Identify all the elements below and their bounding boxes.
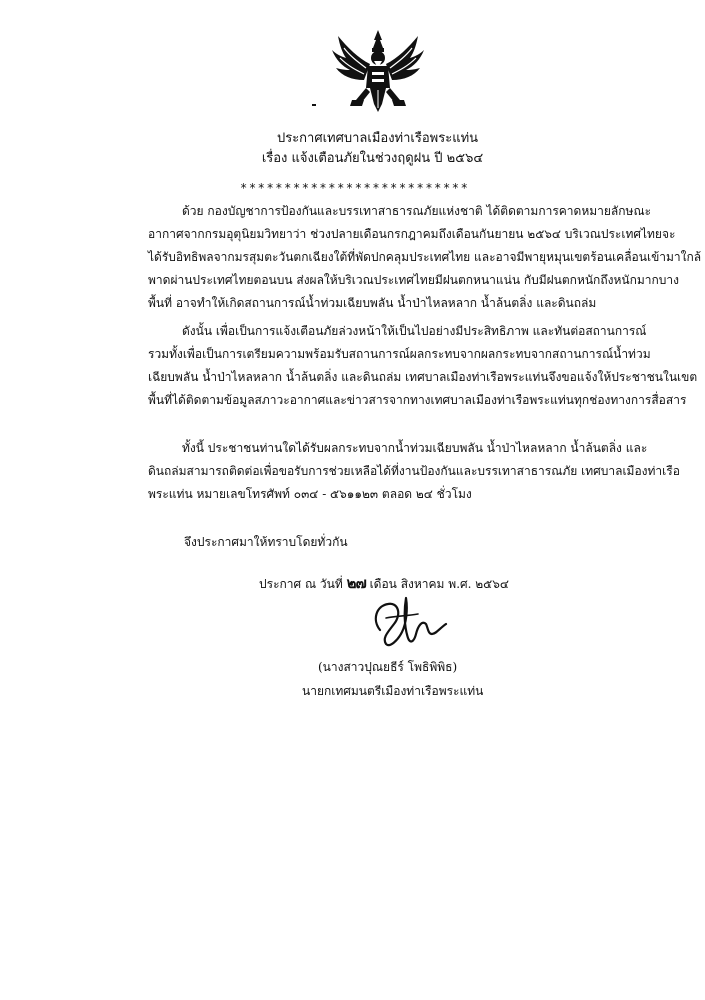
closing-statement: จึงประกาศมาให้ทราบโดยทั่วกัน bbox=[184, 535, 348, 549]
paragraph-line: พาดผ่านประเทศไทยตอนบน ส่งผลให้บริเวณประเทศไทยมีฝนตกหนาแน่น กับมีฝนตกหนักถึงหนักมากบาง bbox=[148, 273, 679, 287]
paragraph-line: ทั้งนี้ ประชาชนท่านใดได้รับผลกระทบจากน้ำท่วมเฉียบพลัน น้ำป่าไหลหลาก น้ำล้นตลิ่ง และ bbox=[182, 441, 648, 455]
paragraph-line: พื้นที่ อาจทำให้เกิดสถานการณ์น้ำท่วมเฉียบพลัน น้ำป่าไหลหลาก น้ำล้นตลิ่ง และดินถล่ม bbox=[148, 296, 597, 310]
date-day-handwritten: ๒๗ bbox=[346, 574, 366, 592]
paragraph-line: พระแท่น หมายเลขโทรศัพท์ ๐๓๔ - ๕๖๑๑๒๓ ตลอด ๒๔ ชั่วโมง bbox=[148, 487, 472, 501]
body-paragraph-2 bbox=[148, 320, 698, 412]
signer-position: นายกเทศมนตรีเมืองท่าเรือพระแท่น bbox=[302, 684, 484, 698]
paragraph-line: ได้รับอิทธิพลจากมรสุมตะวันตกเฉียงใต้ที่พัดปกคลุมประเทศไทย และอาจมีพายุหมุนเขตร้อนเคลื่อนเข้ามาใกล้ bbox=[148, 250, 702, 264]
paragraph-line: ดินถล่มสามารถติดต่อเพื่อขอรับการช่วยเหลือได้ที่งานป้องกันและบรรเทาสาธารณภัย เทศบาลเมืองท่าเรือ bbox=[148, 464, 680, 478]
paragraph-line: ด้วย กองบัญชาการป้องกันและบรรเทาสาธารณภัยแห่งชาติ ได้ติดตามการคาดหมายลักษณะ bbox=[182, 204, 652, 218]
date-suffix: เดือน สิงหาคม พ.ศ. ๒๕๖๔ bbox=[369, 577, 509, 591]
paragraph-line: อากาศจากกรมอุตุนิยมวิทยาว่า ช่วงปลายเดือนกรกฎาคมถึงเดือนกันยายน ๒๕๖๔ บริเวณประเทศไทยจะ bbox=[148, 227, 676, 241]
paragraph-line: ดังนั้น เพื่อเป็นการแจ้งเตือนภัยล่วงหน้าให้เป็นไปอย่างมีประสิทธิภาพ และทันต่อสถานการณ์ bbox=[182, 324, 647, 338]
announcement-title: ประกาศเทศบาลเมืองท่าเรือพระแท่น bbox=[276, 131, 479, 146]
paragraph-line: รวมทั้งเพื่อเป็นการเตรียมความพร้อมรับสถานการณ์ผลกระทบจากผลกระทบจากสถานการณ์น้ำท่วม bbox=[148, 347, 651, 361]
garuda-emblem-icon bbox=[330, 28, 426, 114]
date-prefix: ประกาศ ณ วันที่ bbox=[259, 577, 343, 591]
announcement-subject: เรื่อง แจ้งเตือนภัยในช่วงฤดูฝน ปี ๒๕๖๔ bbox=[261, 151, 484, 166]
stray-mark bbox=[312, 104, 316, 106]
signer-name: (นางสาวปุณยธีร์ โพธิพิพิธ) bbox=[318, 660, 458, 674]
paragraph-line: พื้นที่ได้ติดตามข้อมูลสภาวะอากาศและข่าวสารจากทางเทศบาลเมืองท่าเรือพระแท่นทุกช่องทางการสื่อสาร bbox=[148, 393, 687, 407]
star-separator: ************************** bbox=[240, 181, 470, 195]
handwritten-signature-icon bbox=[362, 590, 452, 650]
body-paragraph-1 bbox=[148, 200, 702, 315]
body-paragraph-3 bbox=[148, 437, 680, 506]
paragraph-line: เฉียบพลัน น้ำป่าไหลหลาก น้ำล้นตลิ่ง และดินถล่ม เทศบาลเมืองท่าเรือพระแท่นจึงขอแจ้งให้ประชาชนในเขต bbox=[148, 370, 698, 384]
